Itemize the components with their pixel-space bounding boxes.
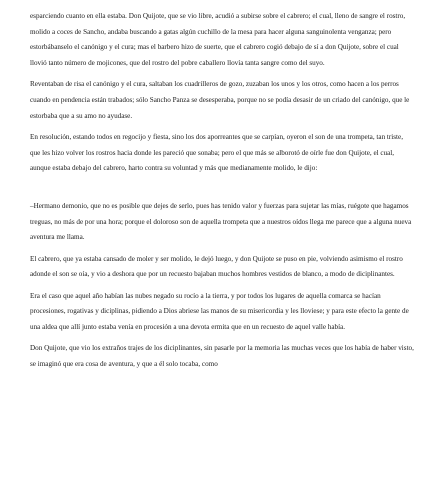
paragraph: Reventaban de risa el canónigo y el cura, saltaban los cuadrilleros de gozo, zuzaban los unos y los otros, como hacen a los perros cuando en pendencia están trabados; sólo Sancho Panza se desesperaba, porque no se podía desasir de un criado del canónigo, que le estorbaba que a su amo no ayudase. [30,80,410,120]
paragraph: El cabrero, que ya estaba cansado de moler y ser molido, le dejó luego, y don Quijote se puso en pie, volviendo asimismo el rostro adonde el son se oía, y vio a deshora que por un recuesto bajaban muchos hombres vestidos de blanco, a modo de diciplinantes. [30,254,403,279]
paragraph: Don Quijote, que vio los extraños trajes de los diciplinantes, sin pasarle por la memoria las muchas veces que los había de haber visto, se imaginó que era cosa de aventura, y que a él solo tocaba, como [30,344,414,368]
paragraph: En resolución, estando todos en regocijo y fiesta, sino los dos aporreantes que se carpían, oyeron el son de una trompeta, tan triste, que les hizo volver los rostros hacia donde les pareció que sonaba; pero el que más se alborotó de oírle fue don Quijote, el cual, aunque estaba debajo del cabrero, harto contra su voluntad y más que medianamente molido, le dijo: [30,132,403,173]
paragraph: Era el caso que aquel año habían las nubes negado su rocío a la tierra, y por todos los lugares de aquella comarca se hacían procesiones, rogativas y diciplinas, pidiendo a Dios abriese las manos de su misericordia y les lloviese; y para este efecto la gente de una aldea que allí junto estaba venía en procesión a una devota ermita que en un recuesto de aquel valle había. [30,291,409,331]
paragraph-dialogue: –Hermano demonio, que no es posible que dejes de serlo, pues has tenido valor y fuerzas para sujetar las mías, ruégote que hagamos treguas, no más de por una hora; porque el doloroso son de aquella trompeta que a nuestros oídos llega me parece que a alguna nueva aventura me llama. [30,202,412,242]
document-body [30,9,415,378]
paragraph: esparciendo cuanto en ella estaba. Don Quijote, que se vio libre, acudió a subirse sobre el cabrero; el cual, lleno de sangre el rostro, molido a coces de Sancho, andaba buscando a gatas algún cuchillo de la mesa para hacer alguna sanguinolenta venganza; pero estorbábanselo el canónigo y el cura; mas el barbero hizo de suerte, que el cabrero cogió debajo de sí a don Quijote, sobre el cual llovió tanto número de mojicones, que del rostro del pobre caballero llovía tanta sangre como del suyo. [30,12,406,68]
